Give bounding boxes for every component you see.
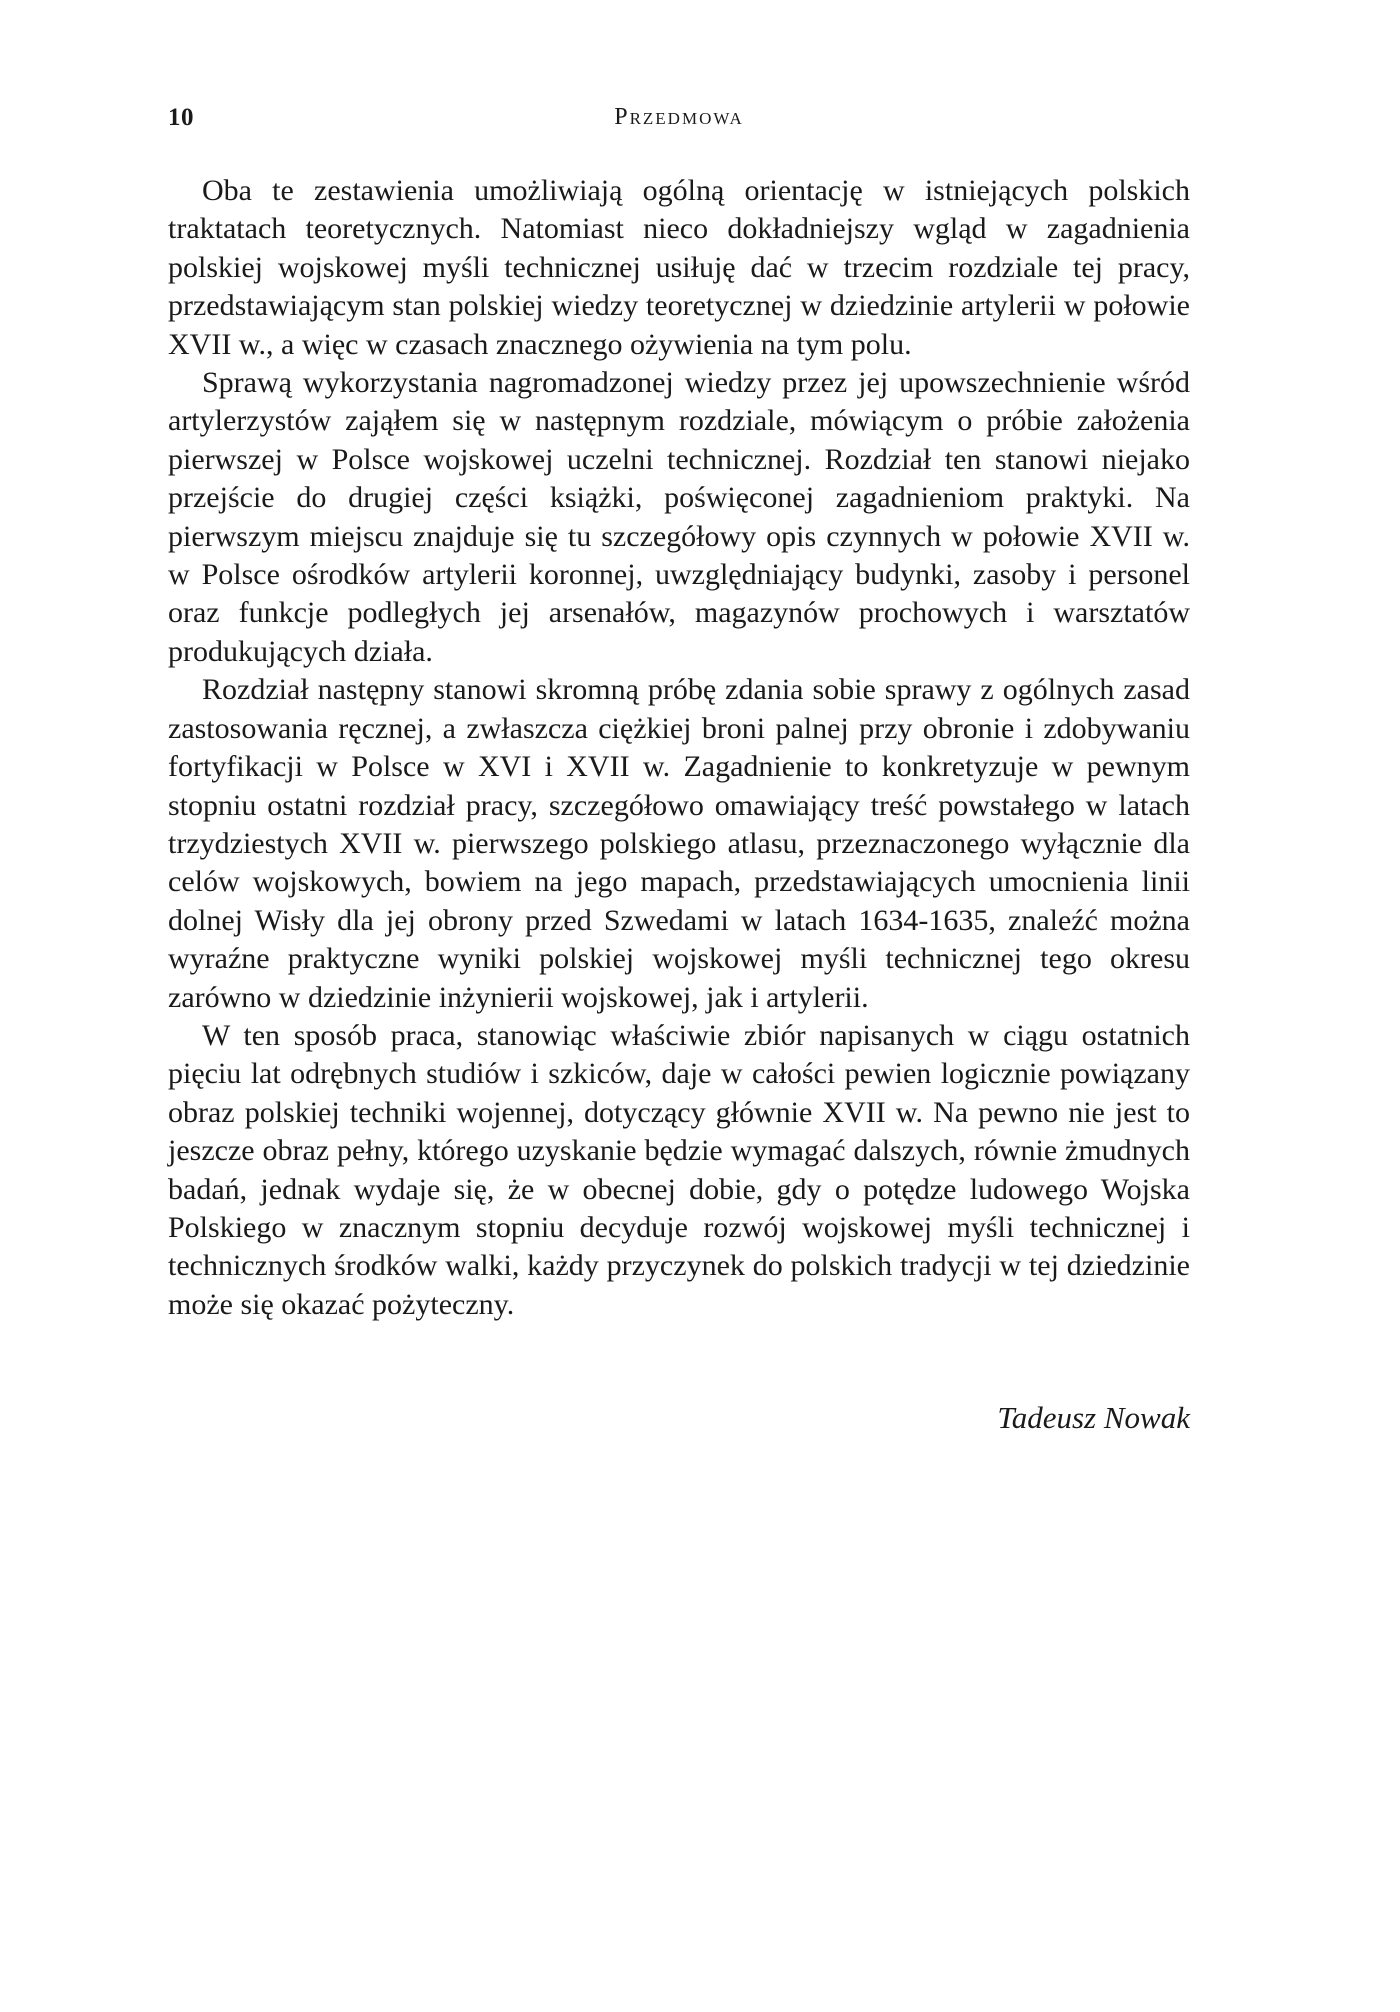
paragraph: Oba te zestawienia umożliwiają ogólną orientację w istniejących polskich traktatach teoretycznych. Natomiast nieco dokładniejszy wgląd w zagadnienia polskiej wojskowej myśli technicznej usiłuję dać w trzecim rozdziale tej pracy, przedstawiającym stan polskiej wiedzy teoretycznej w dziedzinie artylerii w połowie XVII w., a więc w czasach znacznego ożywienia na tym polu. xyxy=(168,174,1190,361)
author-signature: Tadeusz Nowak xyxy=(997,1400,1190,1435)
paragraph: Rozdział następny stanowi skromną próbę zdania sobie sprawy z ogólnych zasad zastosowania ręcznej, a zwłaszcza ciężkiej broni palnej przy obronie i zdobywaniu fortyfikacji w Polsce w XVI i XVII w. Zagadnienie to konkretyzuje w pewnym stopniu ostatni rozdział pracy, szczegółowo omawiający treść powstałego w latach trzydziestych XVII w. pierwszego polskiego atlasu, przeznaczonego wyłącznie dla celów wojskowych, bowiem na jego mapach, przedstawiających umocnienia linii dolnej Wisły dla jej obrony przed Szwedami w latach 1634-1635, znaleźć można wyraźne praktyczne wyniki polskiej wojskowej myśli technicznej tego okresu zarówno w dziedzinie inżynierii wojskowej, jak i artylerii. xyxy=(168,673,1190,1014)
paragraph: W ten sposób praca, stanowiąc właściwie zbiór napisanych w ciągu ostatnich pięciu lat odrębnych studiów i szkiców, daje w całości pewien logicznie powiązany obraz polskiej techniki wojennej, dotyczący głównie XVII w. Na pewno nie jest to jeszcze obraz pełny, którego uzyskanie będzie wymagać dalszych, równie żmudnych badań, jednak wydaje się, że w obecnej dobie, gdy o potędze ludowego Wojska Polskiego w znacznym stopniu decyduje rozwój wojskowej myśli technicznej i technicznych środków walki, każdy przyczynek do polskich tradycji w tej dziedzinie może się okazać pożyteczny. xyxy=(168,1018,1190,1321)
running-head xyxy=(168,104,1190,134)
page-number: 10 xyxy=(168,104,194,131)
body-text xyxy=(168,172,1190,1324)
section-title: Przedmowa xyxy=(614,104,744,130)
paragraph: Sprawą wykorzystania nagromadzonej wiedzy przez jej upowszechnienie wśród artylerzystów zająłem się w następnym rozdziale, mówiącym o próbie założenia pierwszej w Polsce wojskowej uczelni technicznej. Rozdział ten stanowi niejako przejście do drugiej części książki, poświęconej zagadnieniom praktyki. Na pierwszym miejscu znajduje się tu szczegółowy opis czynnych w połowie XVII w. w Polsce ośrodków artylerii koronnej, uwzględniający budynki, zasoby i personel oraz funkcje podległych jej arsenałów, magazynów prochowych i warsztatów produkujących działa. xyxy=(168,366,1190,668)
